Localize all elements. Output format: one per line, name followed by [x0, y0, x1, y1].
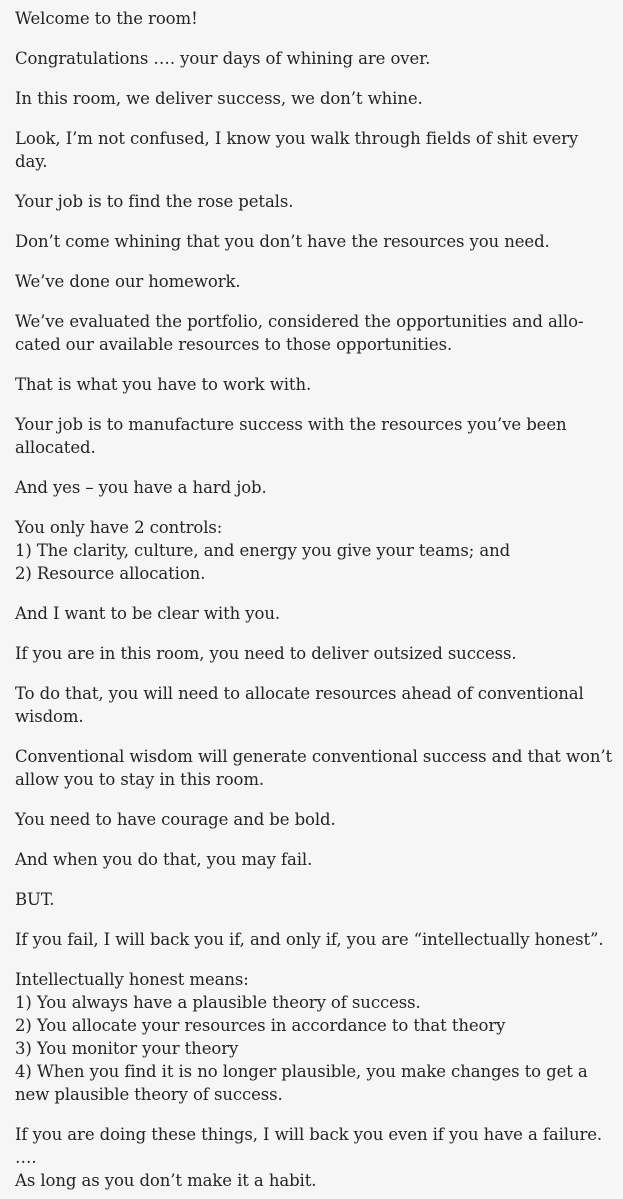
paragraph [15, 190, 611, 213]
paragraph [15, 968, 611, 1106]
paragraph [15, 7, 611, 30]
paragraph [15, 270, 611, 293]
text-line: Congratulations …. your days of whining are over. [15, 49, 431, 68]
paragraph [15, 310, 611, 356]
paragraph [15, 413, 611, 459]
paragraph [15, 373, 611, 396]
text-line: That is what you have to work with. [15, 375, 312, 394]
text-line: Intellectually honest means: [15, 970, 249, 989]
paragraph [15, 808, 611, 831]
text-line: 1) You always have a plausible theory of success. [15, 993, 421, 1012]
paragraph [15, 848, 611, 871]
text-line: day. [15, 152, 48, 171]
text-line: In this room, we deliver success, we don’t whine. [15, 89, 423, 108]
paragraph [15, 602, 611, 625]
text-line: We’ve done our homework. [15, 272, 241, 291]
paragraph [15, 476, 611, 499]
text-line: If you are doing these things, I will back you even if you have a failure. [15, 1125, 603, 1144]
text-line: And when you do that, you may fail. [15, 850, 313, 869]
paragraph [15, 682, 611, 728]
text-line: wisdom. [15, 707, 84, 726]
text-line: Don’t come whining that you don’t have the resources you need. [15, 232, 550, 251]
text-line: allocated. [15, 438, 96, 457]
text-line: Conventional wisdom will generate conventional success and that won’t [15, 747, 613, 766]
paragraph [15, 888, 611, 911]
text-line: 3) You monitor your theory [15, 1039, 239, 1058]
paragraph [15, 1123, 611, 1192]
text-line: You need to have courage and be bold. [15, 810, 336, 829]
text-line: Welcome to the room! [15, 9, 198, 28]
text-line: BUT. [15, 890, 55, 909]
text-line: To do that, you will need to allocate resources ahead of conventional [15, 684, 584, 703]
text-line: Your job is to manufacture success with the resources you’ve been [15, 415, 567, 434]
text-line: As long as you don’t make it a habit. [15, 1171, 317, 1190]
text-line: 2) You allocate your resources in accordance to that theory [15, 1016, 506, 1035]
text-line: If you fail, I will back you if, and only if, you are “intellectually honest”. [15, 930, 604, 949]
text-line: Your job is to find the rose petals. [15, 192, 294, 211]
paragraph [15, 127, 611, 173]
paragraph [15, 47, 611, 70]
text-line: Look, I’m not confused, I know you walk through fields of shit every [15, 129, 579, 148]
text-line: If you are in this room, you need to deliver outsized success. [15, 644, 517, 663]
text-line: We’ve evaluated the portfolio, considered the opportunities and allo- [15, 312, 584, 331]
paragraph [15, 516, 611, 585]
paragraph [15, 87, 611, 110]
text-line: …. [15, 1148, 37, 1167]
text-line: 1) The clarity, culture, and energy you give your teams; and [15, 541, 511, 560]
paragraph [15, 230, 611, 253]
text-line: cated our available resources to those opportunities. [15, 335, 453, 354]
text-line: And I want to be clear with you. [15, 604, 281, 623]
paragraph [15, 928, 611, 951]
paragraph [15, 745, 611, 791]
text-line: And yes – you have a hard job. [15, 478, 267, 497]
text-line: 4) When you find it is no longer plausible, you make changes to get a [15, 1062, 588, 1081]
text-line: new plausible theory of success. [15, 1085, 283, 1104]
text-line: allow you to stay in this room. [15, 770, 265, 789]
text-line: You only have 2 controls: [15, 518, 223, 537]
text-line: 2) Resource allocation. [15, 564, 206, 583]
paragraph [15, 642, 611, 665]
